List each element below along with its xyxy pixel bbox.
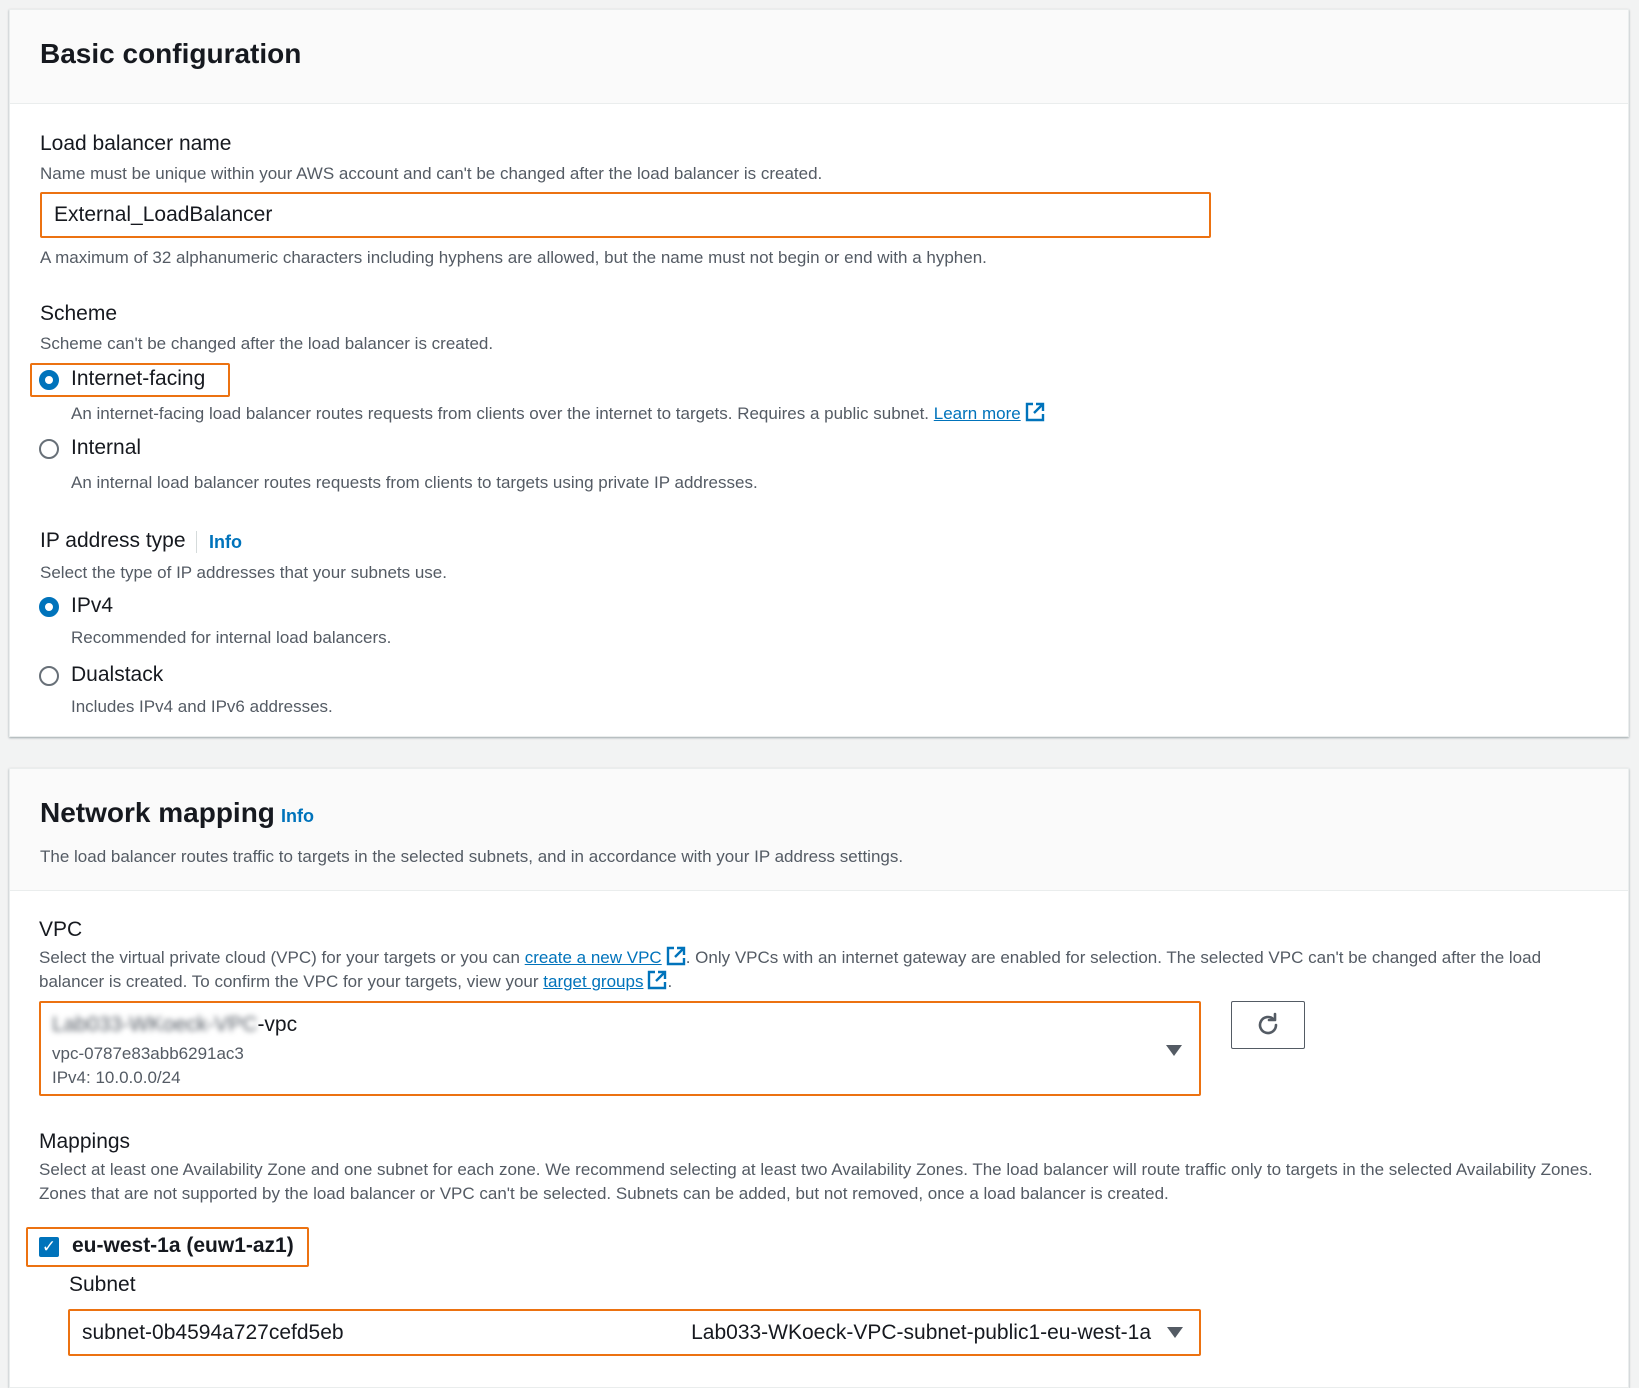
basic-configuration-panel xyxy=(9,9,1629,737)
lb-name-input[interactable] xyxy=(40,192,1211,238)
vpc-description xyxy=(39,946,1599,994)
internet-facing-description-text: An internet-facing load balancer routes requests from clients over the internet to targets. Requires a public subnet. xyxy=(71,404,930,423)
info-separator xyxy=(196,531,197,553)
refresh-icon xyxy=(1254,1011,1282,1039)
internal-label[interactable]: Internal xyxy=(71,436,142,459)
subnet-label: Subnet xyxy=(69,1273,136,1296)
radio-internal[interactable] xyxy=(39,439,59,459)
vpc-cidr: IPv4: 10.0.0.0/24 xyxy=(52,1068,181,1087)
radio-dualstack[interactable] xyxy=(39,666,59,686)
chevron-down-icon xyxy=(1166,1045,1182,1056)
ip-address-type-info-link[interactable]: Info xyxy=(209,532,242,552)
vpc-name-blurred: Lab033-WKoeck-VPC xyxy=(52,1013,258,1036)
az-label[interactable]: eu-west-1a (euw1-az1) xyxy=(72,1234,294,1257)
vpc-description-text: . Only VPCs with an internet gateway are enabled for selection. The selected VPC can't be changed after the load balancer is created. To confirm the VPC for your targets, view your xyxy=(39,948,1542,991)
panel-title: Network mapping xyxy=(40,797,275,828)
network-mapping-description: The load balancer routes traffic to targets in the selected subnets, and in accordance with your IP address settings. xyxy=(40,847,904,866)
internet-facing-label[interactable]: Internet-facing xyxy=(71,367,206,390)
network-mapping-info-link[interactable]: Info xyxy=(281,806,314,826)
subnet-name: Lab033-WKoeck-VPC-subnet-public1-eu-west-1a xyxy=(691,1321,1151,1344)
create-new-vpc-link[interactable]: create a new VPC xyxy=(524,948,662,967)
panel-header xyxy=(10,10,1628,104)
vpc-id: vpc-0787e83abb6291ac3 xyxy=(52,1044,244,1063)
internal-description: An internal load balancer routes requests from clients to targets using private IP addresses. xyxy=(71,473,758,492)
chevron-down-icon xyxy=(1167,1327,1183,1338)
ipv4-label[interactable]: IPv4 xyxy=(71,594,114,617)
panel-header xyxy=(10,769,1628,891)
dualstack-label[interactable]: Dualstack xyxy=(71,663,164,686)
subnet-select[interactable] xyxy=(68,1309,1201,1356)
lb-name-label: Load balancer name xyxy=(40,132,232,155)
ipv4-description: Recommended for internal load balancers. xyxy=(71,628,392,647)
external-link-icon xyxy=(647,970,667,990)
panel-title: Basic configuration xyxy=(40,38,302,69)
mappings-description: Select at least one Availability Zone and one subnet for each zone. We recommend selecting at least two Availability Zones. The load balancer will route traffic only to targets in the selected Availability Zones. Zones that are not supported by the load balancer or VPC can't be selected. Subnets can be added, but not removed, once a load balancer is created. xyxy=(39,1160,1593,1203)
lb-name-description: Name must be unique within your AWS account and can't be changed after the load balancer is created. xyxy=(40,164,823,183)
external-link-icon xyxy=(666,946,686,966)
vpc-description-text: Select the virtual private cloud (VPC) for your targets or you can xyxy=(39,948,520,967)
radio-internet-facing[interactable] xyxy=(39,370,59,390)
mappings-label: Mappings xyxy=(39,1130,131,1153)
vpc-description-text: . xyxy=(667,972,673,991)
radio-ipv4[interactable] xyxy=(39,597,59,617)
vpc-select[interactable] xyxy=(39,1001,1201,1096)
vpc-name xyxy=(52,1013,297,1037)
lb-name-constraint: A maximum of 32 alphanumeric characters including hyphens are allowed, but the name must not begin or end with a hyphen. xyxy=(40,248,987,267)
vpc-label: VPC xyxy=(39,918,83,941)
refresh-vpc-button[interactable] xyxy=(1231,1001,1305,1049)
external-link-icon xyxy=(1025,402,1045,422)
az-checkbox[interactable]: ✓ xyxy=(39,1237,59,1257)
ip-address-type-description: Select the type of IP addresses that your subnets use. xyxy=(40,563,447,582)
dualstack-description: Includes IPv4 and IPv6 addresses. xyxy=(71,697,333,716)
internet-facing-description xyxy=(71,402,1045,426)
target-groups-link[interactable]: target groups xyxy=(543,972,644,991)
ip-address-type-label: IP address type xyxy=(40,529,186,552)
scheme-label: Scheme xyxy=(40,302,118,325)
subnet-id: subnet-0b4594a727cefd5eb xyxy=(82,1321,344,1344)
scheme-description: Scheme can't be changed after the load balancer is created. xyxy=(40,334,494,353)
vpc-name-suffix: -vpc xyxy=(257,1013,298,1036)
learn-more-link[interactable]: Learn more xyxy=(933,404,1021,423)
